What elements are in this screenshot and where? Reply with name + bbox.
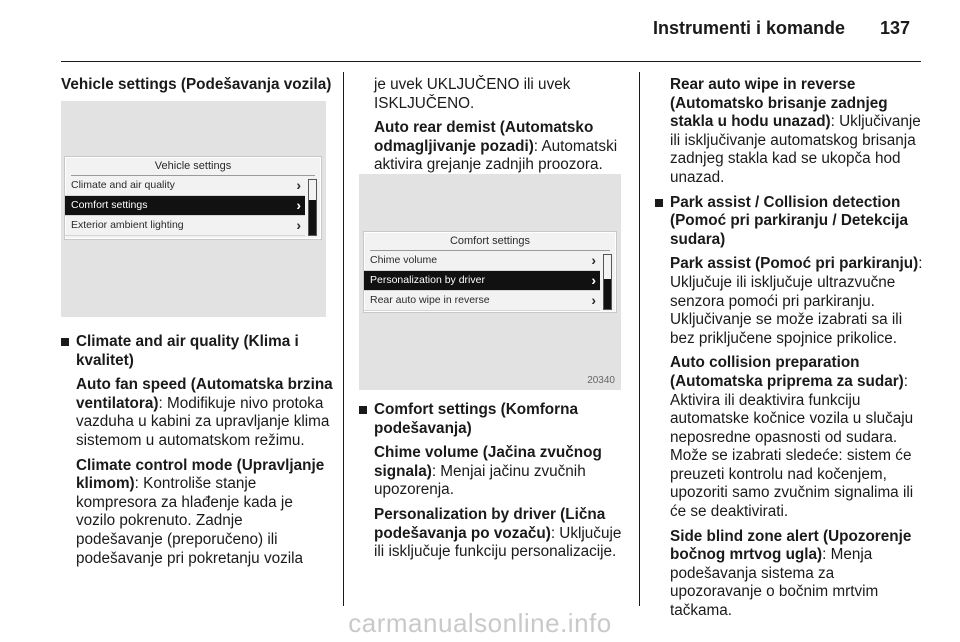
entry-term: Auto fan speed (Automatska brzina ventilatora) xyxy=(76,376,333,412)
bullet-square-icon xyxy=(655,199,663,207)
menu-item-label: Chime volume xyxy=(370,254,438,266)
entry-term: Park assist (Pomoć pri parkiranju) xyxy=(670,255,919,273)
entry-personalization xyxy=(359,506,629,562)
entry-rear-auto-wipe xyxy=(655,76,927,188)
menu-item-label: Rear auto wipe in reverse xyxy=(370,294,490,306)
bullet-title: Park assist / Collision detection (Pomoć pri parkiranju / Detekcija sudara) xyxy=(670,193,909,248)
continued-text: je uvek UKLJUČENO ili uvek ISKLJUČENO. xyxy=(374,76,571,112)
entry-text: : Uključuje ili isključuje ultrazvučne senzora pomoći pri parkiranju. Uključivanje se može izabrati sa ili bez priključene spojnice prikolice. xyxy=(670,255,923,347)
menu-item-personalization[interactable] xyxy=(364,271,600,291)
menu-item-exterior-lighting[interactable] xyxy=(65,216,305,236)
screen-title: Comfort settings xyxy=(370,232,610,251)
header-rule xyxy=(61,61,921,62)
entry-auto-rear-demist xyxy=(359,119,624,175)
entry-term: Personalization by driver (Lična podešavanja po vozaču) xyxy=(374,505,606,542)
menu-item-rear-auto-wipe[interactable] xyxy=(364,291,600,311)
chevron-right-icon: › xyxy=(591,272,596,288)
figure-code: 20340 xyxy=(587,375,615,386)
screen-comfort-settings xyxy=(363,231,617,313)
menu-item-comfort[interactable] xyxy=(65,196,305,216)
chevron-right-icon: › xyxy=(296,177,301,193)
scrollbar[interactable] xyxy=(308,179,317,236)
entry-term: Chime volume (Jačina zvučnog signala) xyxy=(374,444,602,480)
entry-text: : Menja podešavanja sistema za upozoravanje o bočnim mrtvim tačkama. xyxy=(670,546,879,620)
menu-item-climate[interactable] xyxy=(65,176,305,196)
menu-item-chime-volume[interactable] xyxy=(364,251,600,271)
entry-climate-control-mode xyxy=(61,457,333,569)
entry-term: Auto rear demist (Automatsko odmagljivanje pozadi) xyxy=(374,119,594,155)
scrollbar-thumb[interactable] xyxy=(309,200,316,235)
column-1-body xyxy=(61,333,333,574)
column-2-body xyxy=(359,401,629,568)
entry-side-blind-zone xyxy=(655,528,927,621)
column-divider-1 xyxy=(343,72,344,606)
screen-vehicle-settings xyxy=(64,156,322,240)
entry-term: Side blind zone alert (Upozorenje bočnog mrtvog ugla) xyxy=(670,527,912,564)
page-header-title: Instrumenti i komande xyxy=(652,18,845,38)
menu-item-label: Personalization by driver xyxy=(370,274,485,286)
entry-text: : Kontroliše stanje kompresora za hlađenje kada je vozilo pokrenuto. Zadnje podešavanje (preporučeno) ili podešavanje pri pokretanju vozila xyxy=(76,475,304,567)
column-2-top xyxy=(359,76,624,181)
chevron-right-icon: › xyxy=(296,197,301,213)
bullet-title: Climate and air quality (Klima i kvalitet) xyxy=(76,333,299,369)
entry-term: Climate control mode (Upravljanje klimom) xyxy=(76,456,325,493)
bullet-square-icon xyxy=(61,338,69,346)
entry-term: Rear auto wipe in reverse (Automatsko brisanje zadnjeg stakla u hodu unazad) xyxy=(670,76,888,131)
screen-title: Vehicle settings xyxy=(71,157,315,176)
chevron-right-icon: › xyxy=(296,217,301,233)
bullet-climate xyxy=(61,333,333,370)
scrollbar-thumb[interactable] xyxy=(604,279,611,309)
menu-item-label: Exterior ambient lighting xyxy=(71,219,184,231)
figure-comfort-settings xyxy=(359,174,621,390)
bullet-square-icon xyxy=(359,406,367,414)
column-3 xyxy=(655,76,927,627)
section-title: Vehicle settings (Podešavanja vozila) xyxy=(61,76,332,93)
page-number: 137 xyxy=(880,18,911,38)
entry-chime-volume xyxy=(359,444,629,500)
entry-text: : Menjai jačinu zvučnih upozorenja. xyxy=(374,462,586,499)
entry-term: Auto collision preparation (Automatska priprema za sudar) xyxy=(670,354,904,390)
column-divider-2 xyxy=(639,72,640,606)
figure-vehicle-settings xyxy=(61,101,326,317)
scrollbar[interactable] xyxy=(603,254,612,310)
menu-item-label: Climate and air quality xyxy=(71,179,175,191)
bullet-comfort xyxy=(359,401,629,438)
entry-auto-collision xyxy=(655,354,927,521)
bullet-park-assist xyxy=(655,194,927,250)
watermark: carmanualsonline.info xyxy=(348,608,612,638)
entry-auto-fan-speed xyxy=(61,376,333,450)
entry-text: : Aktivira ili deaktivira funkciju automatske kočnice vozila u slučaju neposredne opasnosti od sudara. Može se izabrati sledeće: sistem će preuzeti kontrolu nad kočenjem, upozoriti samo zvučnim signalima ili će se deaktivirati. xyxy=(670,372,914,521)
entry-text: : Uključuje ili isključuje funkciju personalizacije. xyxy=(374,524,622,561)
menu-item-label: Comfort settings xyxy=(71,199,148,211)
chevron-right-icon: › xyxy=(591,292,596,308)
entry-text: : Automatski aktivira grejanje zadnjih proozora. xyxy=(374,137,618,174)
entry-text: : Uključivanje ili isključivanje automatskog brisanja zadnjeg stakla kad se ukopča hod unazad. xyxy=(670,113,921,186)
entry-text: : Modifikuje nivo protoka vazduha u kabini za upravljanje klima sistemom u automatskom režimu. xyxy=(76,394,330,449)
entry-park-assist xyxy=(655,255,927,348)
bullet-title: Comfort settings (Komforna podešavanja) xyxy=(374,401,578,437)
chevron-right-icon: › xyxy=(591,252,596,268)
